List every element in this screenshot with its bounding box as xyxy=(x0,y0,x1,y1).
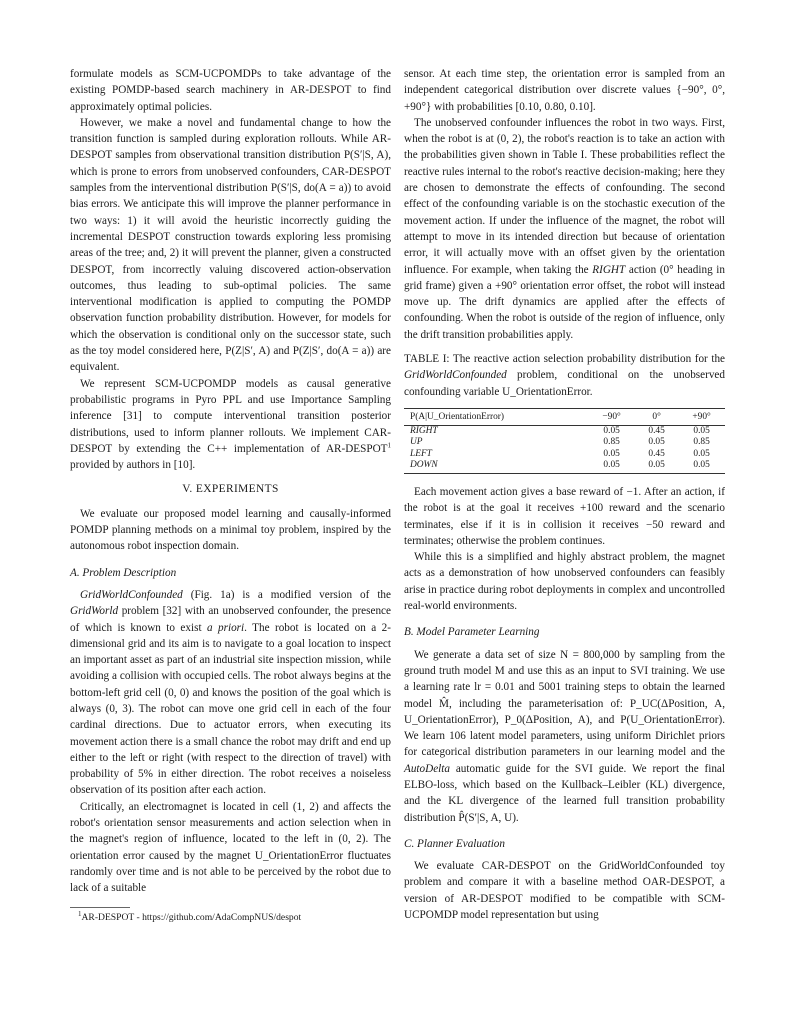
subsection-title: C. Planner Evaluation xyxy=(404,837,505,850)
paragraph: formulate models as SCM-UCPOMDPs to take advantage of the existing POMDP-based search machinery in AR-DESPOT to find approximately optimal policies. xyxy=(70,68,391,113)
paragraph: We evaluate CAR-DESPOT on the GridWorldConfounded toy problem and compare it with a baseline method OAR-DESPOT, a version of AR-DESPOT modified to be compatible with SCM-UCPOMDP model representation but using xyxy=(404,860,725,922)
table-cell: 0.85 xyxy=(603,437,620,448)
table-cell: 0.05 xyxy=(635,460,678,474)
table-cell: 0.05 xyxy=(603,426,620,437)
emphasis: AutoDelta xyxy=(404,762,450,775)
footnote xyxy=(70,909,391,924)
table-row xyxy=(404,449,725,460)
emphasis: RIGHT xyxy=(592,263,626,276)
emphasis: GridWorldConfounded xyxy=(80,588,183,601)
table-caption xyxy=(404,351,725,400)
table-header: +90° xyxy=(678,408,725,425)
table-row xyxy=(404,426,725,438)
subsection-title: B. Model Parameter Learning xyxy=(404,626,540,639)
table-header: 0° xyxy=(635,408,678,425)
paragraph-text: automatic guide for the SVI guide. We report the final ELBO-loss, which based on the Kullback–Leibler (KL) divergence, and the KL divergence of the learned full transition probability distribution P̂(S′|S, A, U). xyxy=(404,762,725,824)
emphasis: GridWorldConfounded xyxy=(404,369,507,382)
table-row xyxy=(404,437,725,448)
paragraph: While this is a simplified and highly abstract problem, the magnet acts as a demonstration of how unobserved confounders can feasibly arise in practice during robot deployments in complex and uncontrolled real-world environments. xyxy=(404,551,725,613)
table-cell: 0.85 xyxy=(693,437,710,448)
paragraph-text: We generate a data set of size N = 800,000 by sampling from the ground truth model M and use this as an input to SVI training. We use a learning rate lr = 0.01 and 5001 training steps to obtain the learned model M̂, including the parameterisation of: P_UC(ΔPosition, A, U_OrientationError), P_0(ΔPosition, A), and P(U_OrientationError). We learn 106 latent model parameters, using uniform Dirichlet priors for categorical distribution parameters in our learning model and the xyxy=(404,648,725,759)
paragraph xyxy=(70,376,391,474)
table-cell: 0.45 xyxy=(648,448,665,459)
footnote-divider xyxy=(70,907,130,908)
table-cell-action: RIGHT xyxy=(410,426,438,437)
table-cell: 0.05 xyxy=(693,448,710,459)
table-cell: 0.05 xyxy=(648,437,665,448)
paragraph: Critically, an electromagnet is located in cell (1, 2) and affects the robot's orientation sensor measurements and action selection when in the magnet's region of influence, located to the left in (0, 2). The orientation error caused by the magnet U_OrientationError fluctuates randomly over time and is not able to be perceived by the robot due to lack of a suitable xyxy=(70,800,391,895)
table-header-row xyxy=(404,408,725,425)
table-header: P(A|U_OrientationError) xyxy=(404,408,588,425)
table-cell-action: DOWN xyxy=(404,460,588,474)
footnote-text[interactable]: AR-DESPOT - https://github.com/AdaCompNUS/despot xyxy=(81,911,302,923)
table-row xyxy=(404,460,725,474)
paragraph: Each movement action gives a base reward of −1. After an action, if the robot is at the goal it receives +100 reward and the scenario terminates, else if it is in collision it receives −50 reward and terminates; otherwise the problem continues. xyxy=(404,485,725,547)
caption-text: TABLE I: The reactive action selection probability distribution for the xyxy=(404,353,725,366)
paragraph-text: provided by authors in [10]. xyxy=(70,459,196,472)
right-column xyxy=(404,66,725,923)
paragraph-text: action (0° heading in grid frame) given a +90° orientation error offset, the robot will instead move up. The drift dynamics are applied after the effects of confounding. When the robot is outside of the region of influence, only the drift transition probabilities apply. xyxy=(404,263,725,341)
left-column xyxy=(70,66,391,924)
paragraph-text: . The robot is located on a 2-dimensional grid and its aim is to navigate to a goal location to inspect an important asset as part of an industrial site inspection mission, while avoiding a collision with occupied cells. The robot always begins at the bottom-left grid cell (0, 0) and knows the position of the goal which is always (0, 3). The robot can move one grid cell in each of the four cardinal directions. Due to actuator errors, when executing its movement action there is a small chance the robot may drift and end up either to the left or right (with respect to the direction of travel) with probability of 5% in either direction. The robot receives a noiseless observation of its position after each action. xyxy=(70,621,391,797)
emphasis: a priori xyxy=(207,621,245,634)
footnote-mark: 1 xyxy=(78,909,82,918)
table-cell: 0.05 xyxy=(693,426,710,437)
paragraph: sensor. At each time step, the orientation error is sampled from an independent categorical distribution over discrete values {−90°, 0°, +90°} with probabilities [0.10, 0.80, 0.10]. xyxy=(404,68,725,113)
paragraph xyxy=(404,115,725,343)
section-title: V. EXPERIMENTS xyxy=(182,483,279,496)
paragraph: We evaluate our proposed model learning and causally-informed POMDP planning methods on a minimal toy problem, inspired by the autonomous robot inspection domain. xyxy=(70,507,391,553)
footnote-ref[interactable]: 1 xyxy=(387,441,391,450)
table-cell: 0.45 xyxy=(648,426,665,437)
table-cell: 0.05 xyxy=(603,448,620,459)
table-cell-action: UP xyxy=(410,437,423,448)
table-cell: 0.05 xyxy=(678,460,725,474)
paragraph-text: (Fig. 1a) is a modified version of the xyxy=(182,588,391,601)
table-cell: 0.05 xyxy=(588,460,635,474)
caption-text: problem, conditional on the unobserved confounding variable U_OrientationError. xyxy=(404,369,725,398)
paragraph-text: problem [32] with an unobserved confounder, the presence of which is known to exist xyxy=(70,605,391,634)
table-cell-action: LEFT xyxy=(410,448,432,459)
paragraph xyxy=(404,647,725,826)
paragraph: However, we make a novel and fundamental change to how the transition function is sampled during exploration rollouts. While AR-DESPOT samples from observational transition distribution P(S′|S, A), which is prone to errors from unobserved confounders, CAR-DESPOT samples from the interventional distribution P(S′|S, do(A = a)) to avoid bias errors. We anticipate this will improve the planner performance in two ways: 1) it will avoid the heuristic incorrectly guiding the incremental DESPOT construction towards exploring less promising areas of the tree; and, 2) it will prevent the planner, given a constructed DESPOT, from incorrectly valuing discovered action-observation outcomes, thus leading to sub-optimal policies. The same interventional modification is applied to computing the POMDP observation function probability distribution. However, for models for which the observation is conditional only on the successor state, such as the toy model considered here, P(Z|S′, A) and P(Z|S′, do(A = a)) are equivalent. xyxy=(70,116,391,374)
probability-table xyxy=(404,408,725,474)
paragraph-text: The unobserved confounder influences the robot in two ways. First, when the robot is at (0, 2), the robot's reaction is to take an action with the probabilities given shown in Table I. These probabilities reflect the reactive rules internal to the robot's reactive decision-making; here they are chosen to demonstrate the effects of confounding. The second effect of the confounding variable is on the stochastic execution of the movement action. If under the influence of the magnet, the robot will attempt to move in its intended direction but because of orientation error, it will actually move with an offset given by the orientation influence. For example, when taking the xyxy=(404,116,725,276)
paragraph-text: We represent SCM-UCPOMDP models as causal generative probabilistic programs in Pyro PPL and use Importance Sampling inference [31] to compute interventional transition posterior distributions, used to inform planner rollouts. We implement CAR-DESPOT by extending the C++ implementation of AR-DESPOT xyxy=(70,377,391,455)
paragraph xyxy=(70,587,391,799)
emphasis: GridWorld xyxy=(70,605,119,618)
subsection-title: A. Problem Description xyxy=(70,566,177,579)
table-header: −90° xyxy=(588,408,635,425)
